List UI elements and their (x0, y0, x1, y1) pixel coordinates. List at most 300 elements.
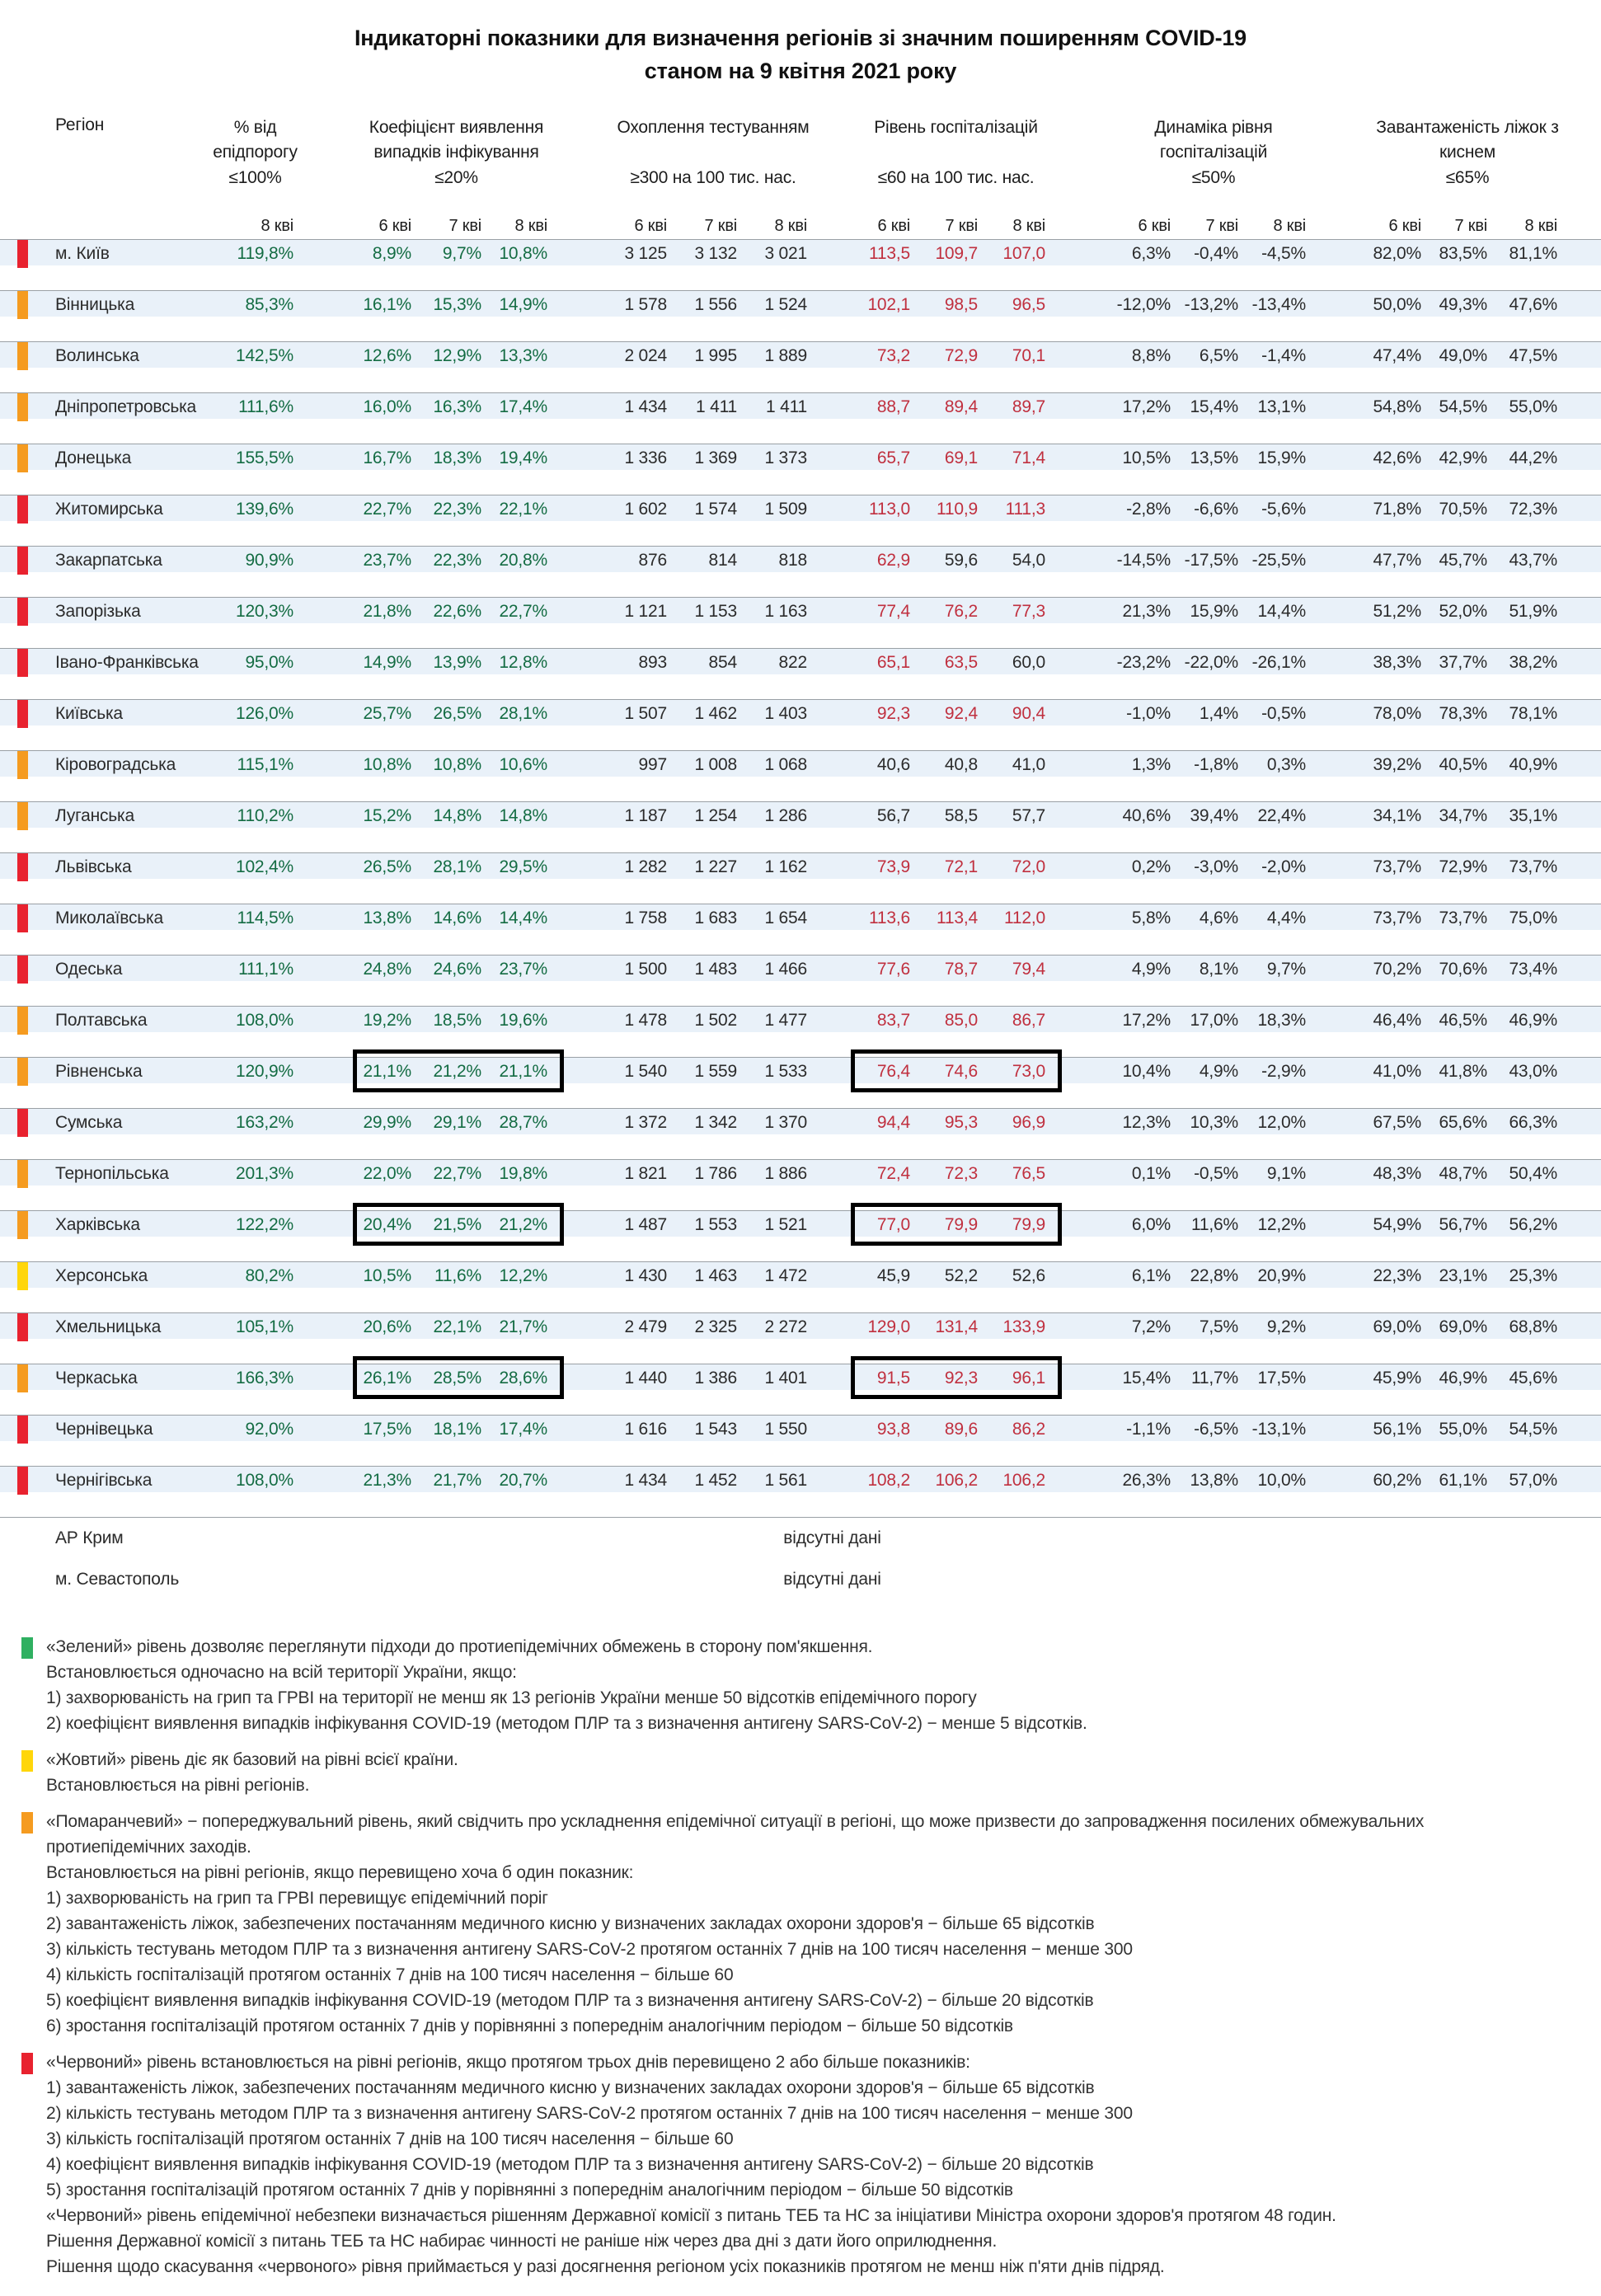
table-row (0, 1006, 1601, 1032)
testing-value: 1 889 (764, 346, 807, 365)
oxygen-beds-value: 54,5% (1509, 1420, 1557, 1439)
page-title-line-1: Індикаторні показники для визначення регіонів зі значним поширенням COVID-19 (354, 26, 1247, 50)
dynamics-value: -0,4% (1194, 244, 1238, 263)
oxygen-beds-value: 75,0% (1509, 909, 1557, 927)
testing-value: 1 477 (764, 1011, 807, 1030)
testing-value: 1 386 (694, 1369, 737, 1387)
hospitalization-value: 89,4 (944, 397, 978, 416)
hospitalization-value: 69,1 (944, 448, 978, 467)
pct-epid-value: 126,0% (235, 704, 293, 723)
region-name: Чернівецька (55, 1420, 153, 1439)
table-row (0, 495, 1601, 521)
legend-text-line: «Червоний» рівень встановлюється на рівні регіонів, якщо протягом трьох днів перевищено 2 або більше показників: (46, 2053, 970, 2072)
dynamics-value: 6,5% (1199, 346, 1238, 365)
level-marker-red (17, 904, 28, 932)
legend-text-line: 1) завантаженість ліжок, забезпечених постачанням медичного кисню у визначених закладах охорони здоров'я − більше 65 відсотків (46, 2078, 1095, 2097)
region-name: Львівська (55, 857, 132, 876)
testing-value: 2 272 (764, 1317, 807, 1336)
legend-section-red (46, 2049, 1585, 2280)
date-header: 6 кві (1388, 217, 1421, 235)
dynamics-value: 12,3% (1122, 1113, 1171, 1132)
dynamics-value: 17,2% (1122, 397, 1171, 416)
oxygen-beds-value: 47,5% (1509, 346, 1557, 365)
detection-rate-value: 12,8% (499, 653, 547, 672)
threshold-hospitalization: ≤60 на 100 тис. нас. (877, 168, 1035, 187)
hospitalization-value: 88,7 (876, 397, 910, 416)
detection-rate-value: 16,3% (433, 397, 481, 416)
oxygen-beds-value: 61,1% (1439, 1471, 1487, 1490)
testing-value: 3 125 (624, 244, 667, 263)
table-row (0, 290, 1601, 317)
hospitalization-value: 79,9 (1012, 1215, 1045, 1234)
dynamics-value: -4,5% (1261, 244, 1306, 263)
dynamics-value: -13,4% (1251, 295, 1306, 314)
detection-rate-value: 21,5% (433, 1215, 481, 1234)
testing-value: 2 024 (624, 346, 667, 365)
dynamics-value: -25,5% (1251, 551, 1306, 570)
level-marker-orange (17, 751, 28, 779)
pct-epid-value: 80,2% (245, 1266, 293, 1285)
pct-epid-value: 163,2% (235, 1113, 293, 1132)
hospitalization-value: 79,4 (1012, 960, 1045, 979)
detection-rate-value: 19,8% (499, 1164, 547, 1183)
testing-value: 1 370 (764, 1113, 807, 1132)
pct-epid-value: 120,9% (235, 1062, 293, 1081)
hospitalization-value: 86,2 (1012, 1420, 1045, 1439)
dynamics-value: 5,8% (1131, 909, 1171, 927)
detection-rate-value: 22,0% (363, 1164, 411, 1183)
dynamics-value: 8,1% (1199, 960, 1238, 979)
date-header: 8 кві (1273, 217, 1306, 235)
level-marker-red (17, 853, 28, 881)
oxygen-beds-value: 51,9% (1509, 602, 1557, 621)
legend-text-line: «Жовтий» рівень діє як базовий на рівні всієї країни. (46, 1750, 458, 1769)
hospitalization-value: 96,1 (1012, 1369, 1045, 1387)
dynamics-value: 13,5% (1190, 448, 1238, 467)
detection-rate-value: 20,7% (499, 1471, 547, 1490)
dynamics-value: 13,1% (1257, 397, 1306, 416)
oxygen-beds-value: 78,1% (1509, 704, 1557, 723)
pct-epid-value: 115,1% (237, 755, 293, 774)
oxygen-beds-value: 42,9% (1439, 448, 1487, 467)
pct-epid-value: 119,8% (237, 244, 293, 263)
testing-value: 1 786 (694, 1164, 737, 1183)
testing-value: 876 (638, 551, 667, 570)
hospitalization-value: 73,9 (876, 857, 910, 876)
region-name: м. Київ (55, 244, 110, 263)
threshold-detection-rate: ≤20% (434, 168, 478, 187)
hospitalization-value: 91,5 (876, 1369, 910, 1387)
oxygen-beds-value: 48,3% (1373, 1164, 1421, 1183)
hospitalization-value: 93,8 (876, 1420, 910, 1439)
oxygen-beds-value: 55,0% (1439, 1420, 1487, 1439)
hospitalization-value: 78,7 (944, 960, 978, 979)
detection-rate-value: 16,0% (363, 397, 411, 416)
dynamics-value: 4,9% (1199, 1062, 1238, 1081)
testing-value: 1 561 (764, 1471, 807, 1490)
hospitalization-value: 113,0 (869, 500, 910, 519)
dynamics-value: 9,7% (1266, 960, 1306, 979)
detection-rate-value: 22,7% (433, 1164, 481, 1183)
detection-rate-value: 25,7% (363, 704, 411, 723)
hospitalization-value: 60,0 (1012, 653, 1045, 672)
level-marker-red (17, 547, 28, 575)
legend-text-line: 3) кількість госпіталізацій протягом останніх 7 днів на 100 тисяч населення − більше 60 (46, 2129, 734, 2148)
legend-text-line: 2) коефіцієнт виявлення випадків інфікування COVID-19 (методом ПЛР та з визначення антигену SARS-CoV-2) − менше 5 відсотків. (46, 1714, 1087, 1733)
dynamics-value: 17,2% (1122, 1011, 1171, 1030)
detection-rate-value: 22,6% (433, 602, 481, 621)
dynamics-value: 8,8% (1131, 346, 1171, 365)
testing-value: 1 452 (694, 1471, 737, 1490)
dynamics-value: 15,9% (1190, 602, 1238, 621)
date-header: 8 кві (514, 217, 547, 235)
dynamics-value: -3,0% (1194, 857, 1238, 876)
oxygen-beds-value: 73,7% (1373, 857, 1421, 876)
oxygen-beds-value: 66,3% (1509, 1113, 1557, 1132)
legend-text-line: 4) кількість госпіталізацій протягом останніх 7 днів на 100 тисяч населення − більше 60 (46, 1965, 734, 1984)
pct-epid-value: 120,3% (235, 602, 293, 621)
dynamics-value: 6,3% (1131, 244, 1171, 263)
detection-rate-value: 20,4% (363, 1215, 411, 1234)
dynamics-value: -22,0% (1184, 653, 1238, 672)
oxygen-beds-value: 73,7% (1509, 857, 1557, 876)
column-header-oxygen-beds: Завантаженість ліжок з киснем (1376, 118, 1559, 162)
oxygen-beds-value: 65,6% (1439, 1113, 1487, 1132)
hospitalization-value: 131,4 (935, 1317, 978, 1336)
legend-text-line: Встановлюється на рівні регіонів. (46, 1776, 310, 1795)
dynamics-value: -1,0% (1126, 704, 1171, 723)
dynamics-value: 4,4% (1266, 909, 1306, 927)
threshold-testing: ≥300 на 100 тис. нас. (630, 168, 796, 187)
hospitalization-value: 90,4 (1012, 704, 1045, 723)
dynamics-value: 0,3% (1266, 755, 1306, 774)
threshold-oxygen-beds: ≤65% (1445, 168, 1490, 187)
oxygen-beds-value: 45,6% (1509, 1369, 1557, 1387)
oxygen-beds-value: 82,0% (1373, 244, 1421, 263)
column-header-detection-rate: Коефіцієнт виявлення випадків інфікування (369, 118, 544, 162)
detection-rate-value: 22,3% (433, 500, 481, 519)
hospitalization-value: 73,2 (876, 346, 910, 365)
oxygen-beds-value: 49,0% (1439, 346, 1487, 365)
detection-rate-value: 21,1% (363, 1062, 411, 1081)
detection-rate-value: 29,1% (433, 1113, 481, 1132)
hospitalization-value: 65,1 (876, 653, 910, 672)
hospitalization-value: 58,5 (944, 806, 978, 825)
hospitalization-value: 76,5 (1012, 1164, 1045, 1183)
testing-value: 1 008 (694, 755, 737, 774)
dynamics-value: -23,2% (1116, 653, 1171, 672)
detection-rate-value: 10,8% (499, 244, 547, 263)
table-row (0, 1466, 1601, 1492)
dynamics-value: 12,0% (1257, 1113, 1306, 1132)
table-row (0, 1057, 1601, 1083)
region-name: Черкаська (55, 1369, 138, 1387)
table-header-thresholds (0, 167, 1601, 212)
level-marker-orange (17, 342, 28, 370)
region-name: Закарпатська (55, 551, 162, 570)
detection-rate-value: 22,7% (363, 500, 411, 519)
testing-value: 1 550 (764, 1420, 807, 1439)
region-name: Одеська (55, 960, 123, 979)
dynamics-value: 0,2% (1131, 857, 1171, 876)
hospitalization-value: 52,6 (1012, 1266, 1045, 1285)
testing-value: 1 683 (694, 909, 737, 927)
detection-rate-value: 22,7% (499, 602, 547, 621)
dynamics-value: 18,3% (1257, 1011, 1306, 1030)
dynamics-value: -2,0% (1261, 857, 1306, 876)
testing-value: 822 (778, 653, 807, 672)
hospitalization-value: 92,3 (944, 1369, 978, 1387)
page-title (0, 0, 1601, 87)
level-marker-orange (17, 291, 28, 319)
testing-value: 1 556 (694, 295, 737, 314)
dynamics-value: 11,7% (1191, 1369, 1238, 1387)
testing-value: 1 068 (764, 755, 807, 774)
hospitalization-value: 96,9 (1012, 1113, 1045, 1132)
dynamics-value: 12,2% (1257, 1215, 1306, 1234)
no-data-note: відсутні дані (783, 1570, 881, 1589)
detection-rate-value: 28,7% (499, 1113, 547, 1132)
testing-value: 1 121 (624, 602, 667, 621)
table-row (0, 801, 1601, 828)
dynamics-value: -1,8% (1194, 755, 1238, 774)
detection-rate-value: 17,5% (363, 1420, 411, 1439)
detection-rate-value: 28,1% (499, 704, 547, 723)
oxygen-beds-value: 35,1% (1509, 806, 1557, 825)
table-row (0, 341, 1601, 368)
hospitalization-value: 52,2 (944, 1266, 978, 1285)
testing-value: 1 654 (764, 909, 807, 927)
dynamics-value: -1,1% (1126, 1420, 1171, 1439)
detection-rate-value: 21,7% (433, 1471, 481, 1490)
level-marker-red (17, 649, 28, 677)
dynamics-value: 10,0% (1257, 1471, 1306, 1490)
legend-text-line: Встановлюється на рівні регіонів, якщо перевищено хоча б один показник: (46, 1863, 634, 1882)
dynamics-value: -6,5% (1194, 1420, 1238, 1439)
oxygen-beds-value: 72,9% (1439, 857, 1487, 876)
table-row (0, 1261, 1601, 1288)
hospitalization-value: 111,3 (1005, 500, 1045, 519)
hospitalization-value: 41,0 (1012, 755, 1045, 774)
pct-epid-value: 85,3% (245, 295, 293, 314)
hospitalization-value: 106,2 (935, 1471, 978, 1490)
hospitalization-value: 113,4 (937, 909, 978, 927)
date-header: 7 кві (1205, 217, 1238, 235)
threshold-hospitalization-dynamics: ≤50% (1191, 168, 1236, 187)
testing-value: 1 373 (764, 448, 807, 467)
oxygen-beds-value: 51,2% (1373, 602, 1421, 621)
dynamics-value: -13,2% (1184, 295, 1238, 314)
table-row (0, 955, 1601, 981)
oxygen-beds-value: 46,9% (1439, 1369, 1487, 1387)
hospitalization-value: 112,0 (1004, 909, 1045, 927)
hospitalization-value: 76,4 (876, 1062, 910, 1081)
red-level-square-icon (21, 2053, 33, 2074)
oxygen-beds-value: 69,0% (1373, 1317, 1421, 1336)
hospitalization-value: 57,7 (1012, 806, 1045, 825)
oxygen-beds-value: 34,1% (1373, 806, 1421, 825)
dynamics-value: 0,1% (1131, 1164, 1171, 1183)
dynamics-value: -2,8% (1126, 500, 1171, 519)
testing-value: 1 533 (764, 1062, 807, 1081)
hospitalization-value: 73,0 (1012, 1062, 1045, 1081)
table-row (0, 904, 1601, 930)
testing-value: 1 602 (624, 500, 667, 519)
legend-text-line: «Помаранчевий» − попереджувальний рівень, який свідчить про ускладнення епідемічної ситуації в регіоні, що може призвести до запровадження посилених обмежувальних (46, 1812, 1425, 1831)
hospitalization-value: 133,9 (1002, 1317, 1045, 1336)
detection-rate-value: 29,5% (499, 857, 547, 876)
legend-text-line: 5) зростання госпіталізацій протягом останніх 7 днів у порівнянні з попереднім аналогічним періодом − більше 50 відсотків (46, 2181, 1013, 2200)
testing-value: 1 758 (624, 909, 667, 927)
level-marker-red (17, 1467, 28, 1495)
date-header: 8 кві (1012, 217, 1045, 235)
oxygen-beds-value: 78,0% (1373, 704, 1421, 723)
testing-value: 1 995 (694, 346, 737, 365)
hospitalization-value: 71,4 (1012, 448, 1045, 467)
oxygen-beds-value: 25,3% (1509, 1266, 1557, 1285)
hospitalization-value: 106,2 (1002, 1471, 1045, 1490)
dynamics-value: 40,6% (1122, 806, 1171, 825)
dynamics-value: 22,4% (1257, 806, 1306, 825)
pct-epid-value: 105,1% (235, 1317, 293, 1336)
detection-rate-value: 10,8% (363, 755, 411, 774)
legend-text-line: 3) кількість тестувань методом ПЛР та з визначення антигену SARS-CoV-2 протягом останніх 7 днів на 100 тисяч населення − менше 300 (46, 1940, 1133, 1959)
testing-value: 1 187 (624, 806, 667, 825)
dynamics-value: 1,3% (1131, 755, 1171, 774)
testing-value: 997 (638, 755, 667, 774)
oxygen-beds-value: 47,7% (1373, 551, 1421, 570)
oxygen-beds-value: 71,8% (1373, 500, 1421, 519)
table-row (0, 648, 1601, 674)
legend-section-yellow (46, 1747, 1585, 1798)
oxygen-beds-value: 81,1% (1509, 244, 1557, 263)
detection-rate-value: 19,6% (499, 1011, 547, 1030)
oxygen-beds-value: 37,7% (1439, 653, 1487, 672)
testing-value: 1 411 (696, 397, 737, 416)
oxygen-beds-value: 39,2% (1373, 755, 1421, 774)
date-header: 7 кві (448, 217, 481, 235)
oxygen-beds-value: 83,5% (1439, 244, 1487, 263)
detection-rate-value: 12,2% (499, 1266, 547, 1285)
date-header: 6 кві (634, 217, 667, 235)
testing-value: 3 021 (764, 244, 807, 263)
oxygen-beds-value: 68,8% (1509, 1317, 1557, 1336)
hospitalization-value: 70,1 (1012, 346, 1045, 365)
level-marker-orange (17, 1007, 28, 1035)
testing-value: 1 369 (694, 448, 737, 467)
table-row (0, 1415, 1601, 1441)
level-marker-orange (17, 444, 28, 472)
detection-rate-value: 19,2% (363, 1011, 411, 1030)
column-header-pct-epid: % від епідпорогу (213, 118, 298, 162)
legend (21, 1634, 1585, 2290)
hospitalization-value: 79,9 (944, 1215, 978, 1234)
detection-rate-value: 14,9% (499, 295, 547, 314)
detection-rate-value: 24,6% (433, 960, 481, 979)
hospitalization-value: 72,4 (876, 1164, 910, 1183)
testing-value: 1 521 (764, 1215, 807, 1234)
testing-value: 1 411 (766, 397, 807, 416)
dynamics-value: 1,4% (1199, 704, 1238, 723)
region-name: Вінницька (55, 295, 135, 314)
dynamics-value: -0,5% (1261, 704, 1306, 723)
oxygen-beds-value: 54,9% (1373, 1215, 1421, 1234)
oxygen-beds-value: 78,3% (1439, 704, 1487, 723)
pct-epid-value: 108,0% (235, 1011, 293, 1030)
testing-value: 1 478 (624, 1011, 667, 1030)
testing-value: 1 463 (694, 1266, 737, 1285)
dynamics-value: 15,4% (1190, 397, 1238, 416)
testing-value: 2 479 (624, 1317, 667, 1336)
oxygen-beds-value: 38,3% (1373, 653, 1421, 672)
testing-value: 1 282 (624, 857, 667, 876)
oxygen-beds-value: 45,9% (1373, 1369, 1421, 1387)
level-marker-orange (17, 393, 28, 421)
pct-epid-value: 111,6% (238, 397, 293, 416)
date-header: 6 кві (1138, 217, 1171, 235)
table-row (0, 444, 1601, 470)
pct-epid-value: 111,1% (238, 960, 293, 979)
detection-rate-value: 28,1% (433, 857, 481, 876)
pct-epid-value: 139,6% (235, 500, 293, 519)
pct-epid-value: 90,9% (245, 551, 293, 570)
legend-text-line: 1) захворюваність на грип та ГРВІ на території не менш як 13 регіонів України менше 50 відсотків епідемічного порогу (46, 1688, 977, 1707)
legend-text-line: «Зелений» рівень дозволяє переглянути підходи до протиепідемічних обмежень в сторону пом'якшення. (46, 1637, 873, 1656)
hospitalization-value: 59,6 (944, 551, 978, 570)
testing-value: 1 543 (694, 1420, 737, 1439)
testing-value: 1 578 (624, 295, 667, 314)
dynamics-value: 11,6% (1191, 1215, 1238, 1234)
detection-rate-value: 9,7% (442, 244, 481, 263)
oxygen-beds-value: 50,0% (1373, 295, 1421, 314)
oxygen-beds-value: 55,0% (1509, 397, 1557, 416)
detection-rate-value: 14,9% (363, 653, 411, 672)
region-name: Житомирська (55, 500, 163, 519)
detection-rate-value: 21,2% (499, 1215, 547, 1234)
date-header: 8 кві (261, 217, 293, 235)
green-level-square-icon (21, 1637, 33, 1659)
hospitalization-value: 89,6 (944, 1420, 978, 1439)
legend-text-line: 6) зростання госпіталізацій протягом останніх 7 днів у порівнянні з попереднім аналогічним періодом − більше 50 відсотків (46, 2017, 1013, 2035)
pct-epid-value: 102,4% (235, 857, 293, 876)
oxygen-beds-value: 73,7% (1373, 909, 1421, 927)
pct-epid-value: 155,5% (235, 448, 293, 467)
testing-value: 1 509 (764, 500, 807, 519)
dynamics-value: 22,8% (1190, 1266, 1238, 1285)
detection-rate-value: 22,3% (433, 551, 481, 570)
detection-rate-value: 26,5% (363, 857, 411, 876)
page-title-line-2: станом на 9 квітня 2021 року (644, 59, 957, 83)
hospitalization-value: 113,6 (869, 909, 910, 927)
oxygen-beds-value: 22,3% (1373, 1266, 1421, 1285)
testing-value: 1 487 (624, 1215, 667, 1234)
testing-value: 1 466 (764, 960, 807, 979)
oxygen-beds-value: 46,9% (1509, 1011, 1557, 1030)
detection-rate-value: 20,6% (363, 1317, 411, 1336)
legend-section-green (46, 1634, 1585, 1736)
testing-value: 1 401 (764, 1369, 807, 1387)
dynamics-value: 26,3% (1122, 1471, 1171, 1490)
date-header: 8 кві (1524, 217, 1557, 235)
table-row (0, 597, 1601, 623)
table-row (0, 1108, 1601, 1134)
date-header: 7 кві (704, 217, 737, 235)
oxygen-beds-value: 40,9% (1509, 755, 1557, 774)
hospitalization-value: 72,0 (1012, 857, 1045, 876)
level-marker-orange (17, 1211, 28, 1239)
hospitalization-value: 89,7 (1012, 397, 1045, 416)
dynamics-value: 7,5% (1199, 1317, 1238, 1336)
